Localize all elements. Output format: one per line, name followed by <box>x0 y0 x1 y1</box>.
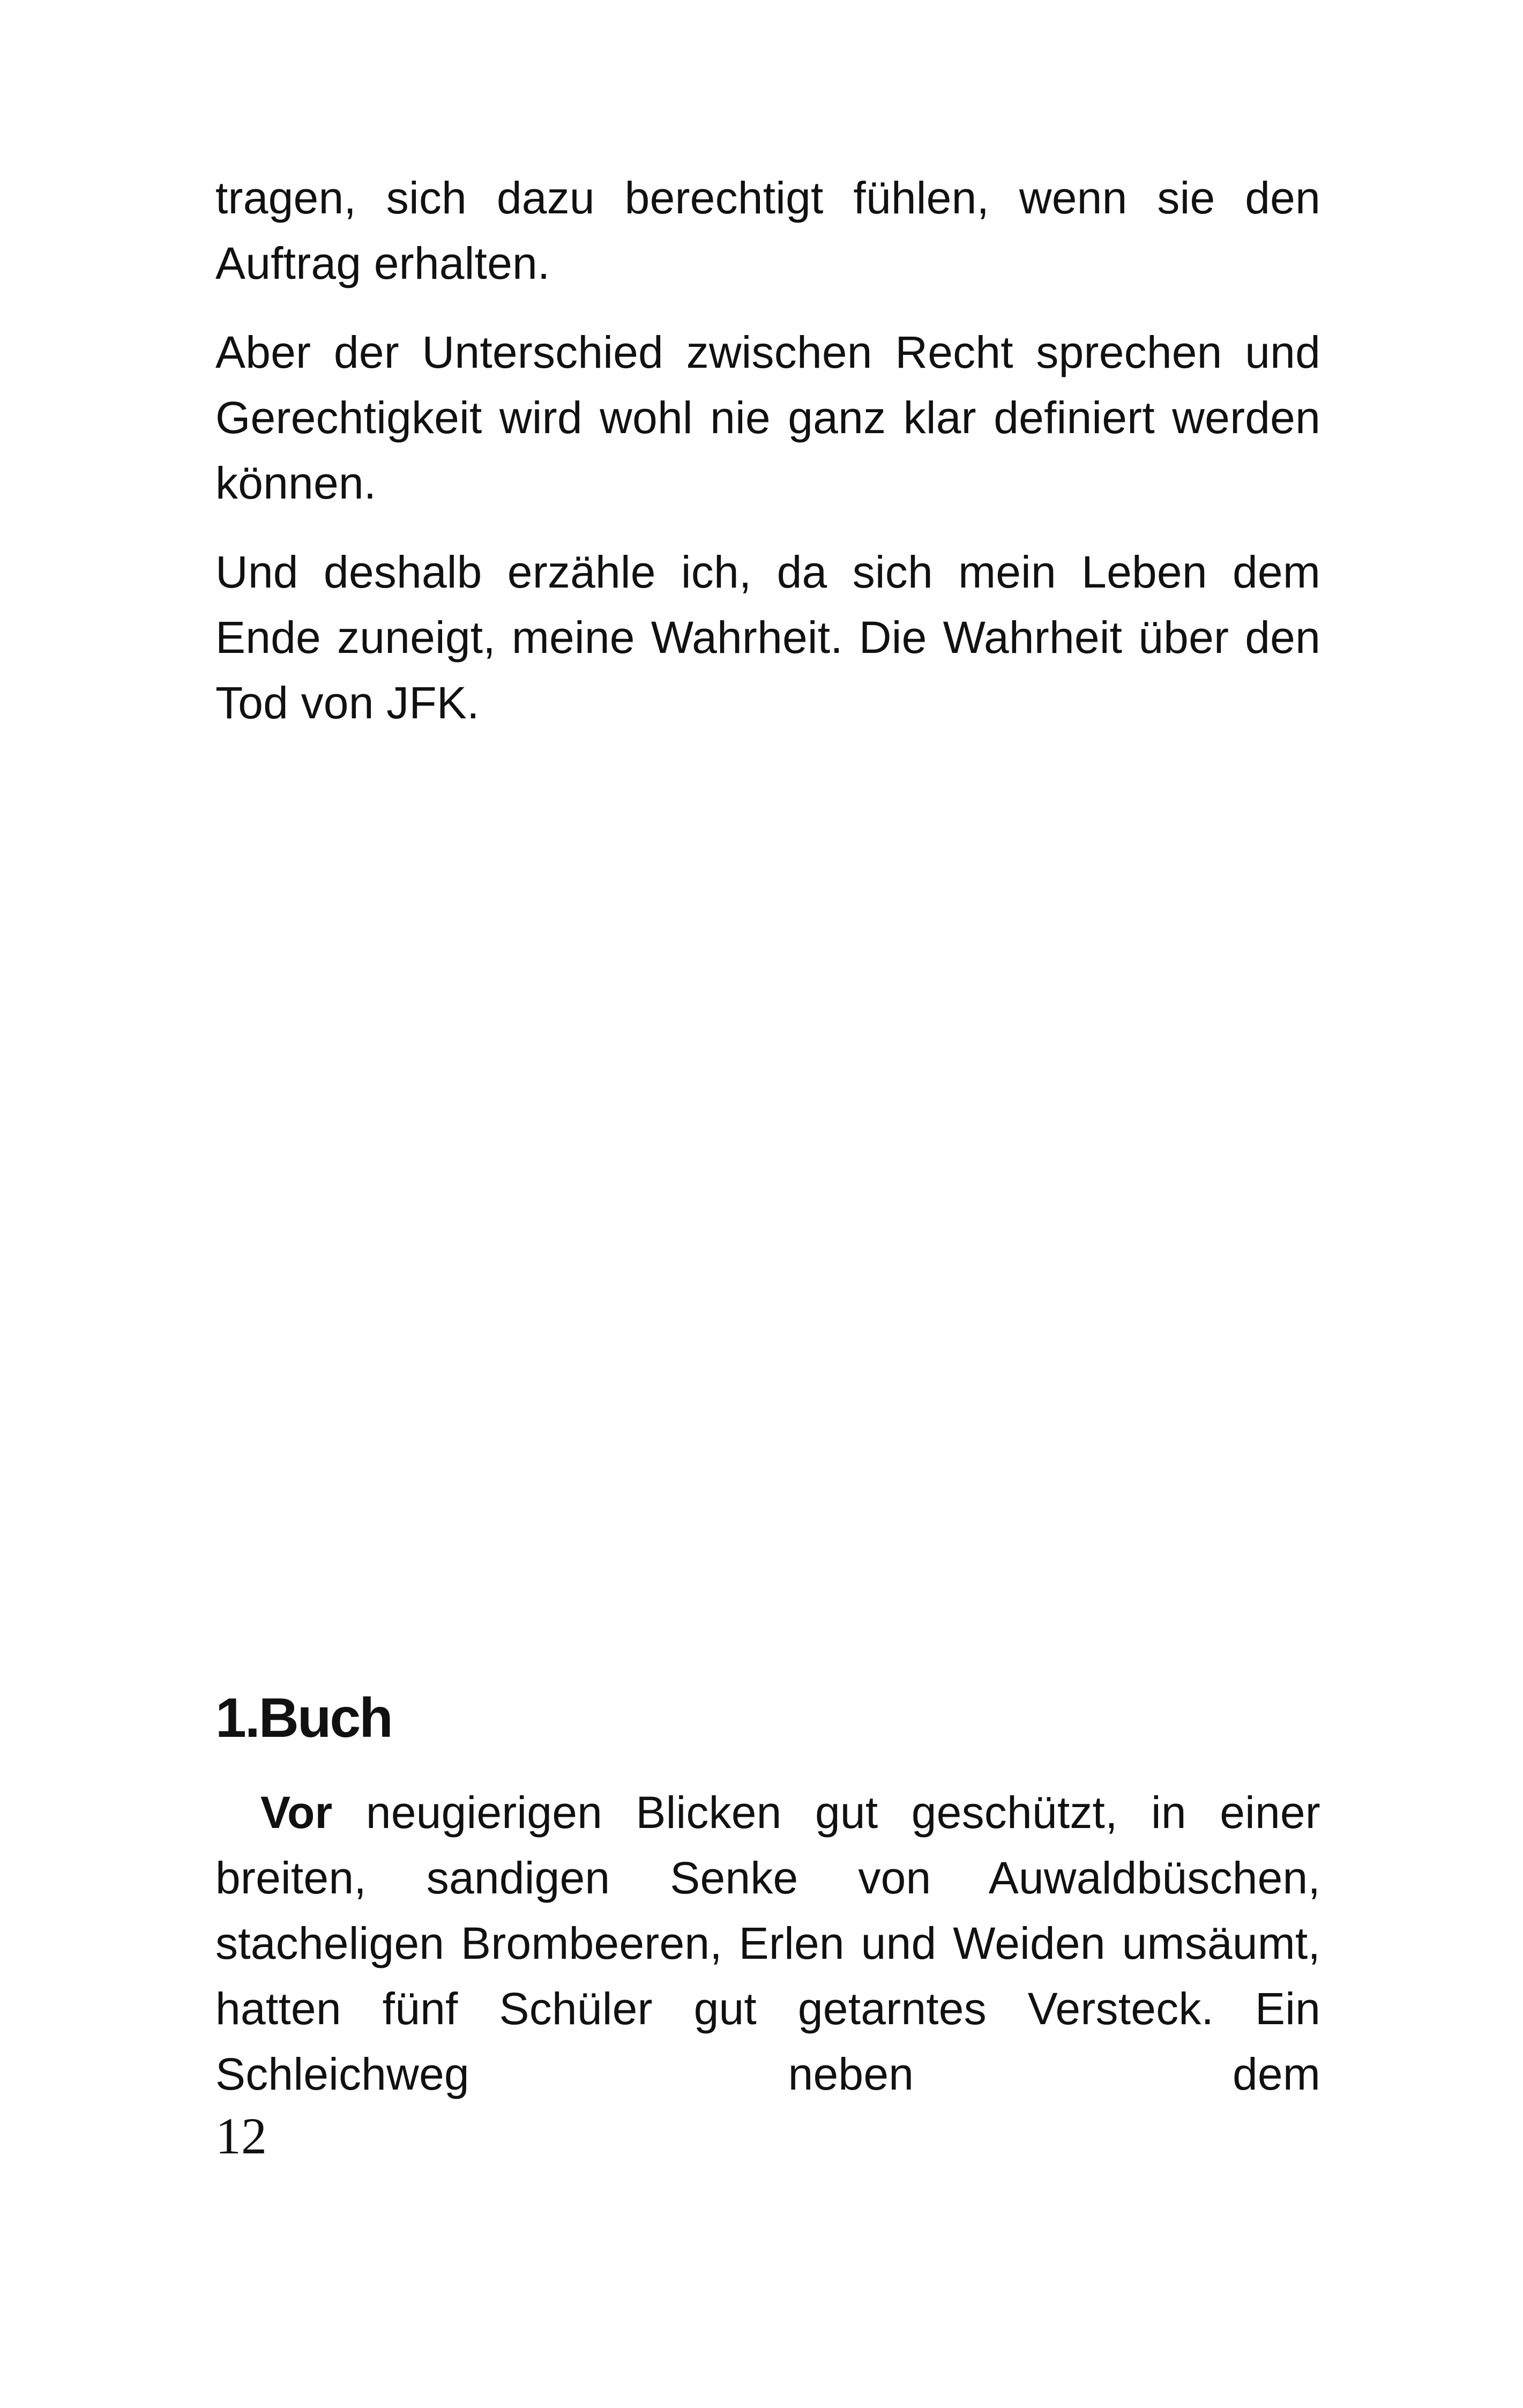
paragraph: Und deshalb erzähle ich, da sich mein Leben dem Ende zuneigt, meine Wahrheit. Die Wahrheit über den Tod von JFK. <box>215 547 1320 728</box>
intro-text-block <box>215 165 1320 759</box>
chapter-paragraph <box>215 1780 1320 2107</box>
lead-word: Vor <box>260 1787 333 1838</box>
paragraph: Aber der Unterschied zwischen Recht sprechen und Gerechtigkeit wird wohl nie ganz klar definiert werden können. <box>215 327 1320 508</box>
chapter-body-text: neugierigen Blicken gut geschützt, in einer breiten, sandigen Senke von Auwaldbüschen, stacheligen Brombeeren, Erlen und Weiden umsäumt, hatten fünf Schüler gut getarntes Versteck. Ein Schleichweg neben dem <box>215 1787 1320 2099</box>
paragraph: tragen, sich dazu berechtigt fühlen, wenn sie den Auftrag erhalten. <box>215 173 1320 288</box>
chapter-title: 1.Buch <box>215 1687 392 1749</box>
page-number: 12 <box>215 2107 267 2165</box>
chapter-text-block <box>215 1780 1320 2130</box>
